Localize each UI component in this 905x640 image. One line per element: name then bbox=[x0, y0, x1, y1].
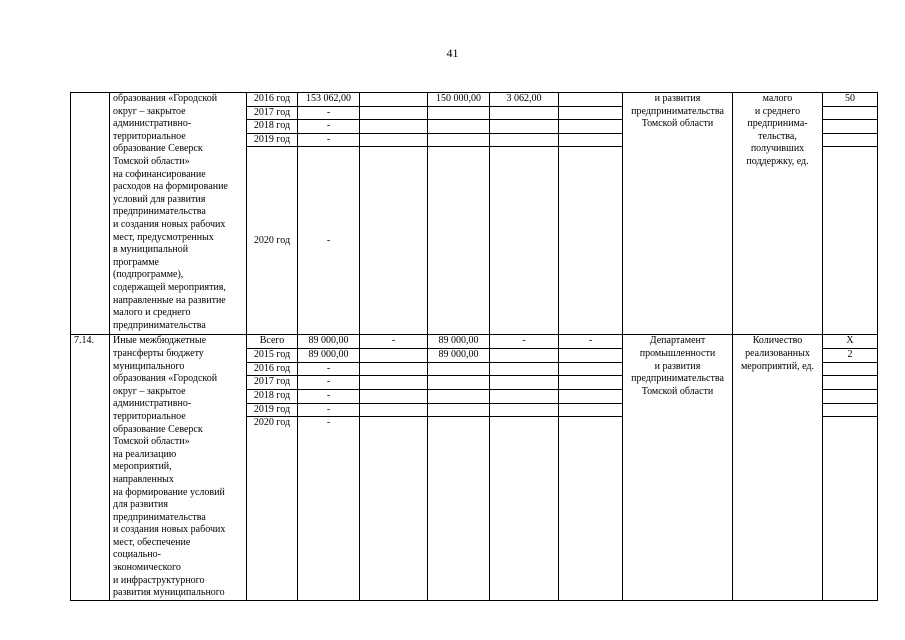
total-cell: - bbox=[298, 403, 360, 417]
local-cell bbox=[490, 349, 559, 363]
local-cell: 3 062,00 bbox=[490, 93, 559, 107]
total-cell: - bbox=[298, 147, 360, 335]
regional-cell bbox=[428, 417, 490, 601]
year-cell: 2015 год bbox=[247, 349, 298, 363]
target-value-cell: 50 bbox=[823, 93, 878, 107]
target-value-cell bbox=[823, 403, 878, 417]
responsible-executor: Департамент промышленности и развития предпринимательства Томской области bbox=[623, 335, 733, 600]
year-cell: 2016 год bbox=[247, 93, 298, 107]
regional-cell: 89 000,00 bbox=[428, 335, 490, 349]
total-cell: 89 000,00 bbox=[298, 335, 360, 349]
table-row bbox=[71, 335, 878, 349]
federal-cell bbox=[360, 417, 428, 601]
local-cell bbox=[490, 362, 559, 376]
other-cell bbox=[559, 133, 623, 147]
regional-cell: 89 000,00 bbox=[428, 349, 490, 363]
indicator-name: Количество реализованных мероприятий, ед. bbox=[733, 335, 823, 600]
regional-cell bbox=[428, 106, 490, 120]
other-cell bbox=[559, 106, 623, 120]
federal-cell bbox=[360, 389, 428, 403]
year-cell: Всего bbox=[247, 335, 298, 349]
local-cell bbox=[490, 403, 559, 417]
federal-cell bbox=[360, 349, 428, 363]
target-value-cell bbox=[823, 147, 878, 335]
federal-cell bbox=[360, 362, 428, 376]
total-cell: - bbox=[298, 133, 360, 147]
target-value-cell bbox=[823, 389, 878, 403]
regional-cell: 150 000,00 bbox=[428, 93, 490, 107]
regional-cell bbox=[428, 133, 490, 147]
responsible-executor: и развития предпринимательства Томской области bbox=[623, 93, 733, 335]
year-cell: 2019 год bbox=[247, 403, 298, 417]
year-cell: 2020 год bbox=[247, 417, 298, 601]
federal-cell bbox=[360, 106, 428, 120]
other-cell bbox=[559, 362, 623, 376]
other-cell: - bbox=[559, 335, 623, 349]
other-cell bbox=[559, 389, 623, 403]
program-table bbox=[70, 92, 878, 601]
federal-cell bbox=[360, 403, 428, 417]
other-cell bbox=[559, 147, 623, 335]
year-cell: 2019 год bbox=[247, 133, 298, 147]
federal-cell bbox=[360, 120, 428, 134]
total-cell: - bbox=[298, 376, 360, 390]
local-cell bbox=[490, 133, 559, 147]
other-cell bbox=[559, 417, 623, 601]
year-cell: 2017 год bbox=[247, 376, 298, 390]
target-value-cell bbox=[823, 362, 878, 376]
regional-cell bbox=[428, 362, 490, 376]
target-value-cell bbox=[823, 376, 878, 390]
local-cell bbox=[490, 120, 559, 134]
target-value-cell: X bbox=[823, 335, 878, 349]
item-number: 7.14. bbox=[71, 335, 110, 600]
item-description: образования «Городской округ – закрытое административно- территориальное образование Северск Томской области» на софинансирование расходов на формирование условий для развития предпринимательства и создания новых рабочих мест, предусмотренных в муниципальной программе (подпрограмме), содержащей мероприятия, направленные на развитие малого и среднего предпринимательства bbox=[110, 93, 247, 335]
total-cell: 89 000,00 bbox=[298, 349, 360, 363]
local-cell: - bbox=[490, 335, 559, 349]
regional-cell bbox=[428, 376, 490, 390]
target-value-cell bbox=[823, 133, 878, 147]
item-number-cell bbox=[71, 93, 110, 335]
total-cell: - bbox=[298, 417, 360, 601]
regional-cell bbox=[428, 389, 490, 403]
other-cell bbox=[559, 403, 623, 417]
target-value-cell bbox=[823, 417, 878, 601]
other-cell bbox=[559, 93, 623, 107]
local-cell bbox=[490, 147, 559, 335]
year-cell: 2018 год bbox=[247, 389, 298, 403]
local-cell bbox=[490, 417, 559, 601]
federal-cell bbox=[360, 147, 428, 335]
total-cell: 153 062,00 bbox=[298, 93, 360, 107]
year-cell: 2020 год bbox=[247, 147, 298, 335]
year-cell: 2018 год bbox=[247, 120, 298, 134]
local-cell bbox=[490, 106, 559, 120]
target-value-cell bbox=[823, 106, 878, 120]
federal-cell: - bbox=[360, 335, 428, 349]
total-cell: - bbox=[298, 106, 360, 120]
local-cell bbox=[490, 389, 559, 403]
regional-cell bbox=[428, 120, 490, 134]
target-value-cell: 2 bbox=[823, 349, 878, 363]
item-description: Иные межбюджетные трансферты бюджету муниципального образования «Городской округ – закрытое административно- территориальное образование Северск Томской области» на реализацию мероприятий, направленных на формирование условий для развития предпринимательства и создания новых рабочих мест, обеспечение социально- экономического и инфраструктурного развития муниципального bbox=[110, 335, 247, 600]
indicator-name: малого и среднего предпринима- тельства, получивших поддержку, ед. bbox=[733, 93, 823, 335]
total-cell: - bbox=[298, 362, 360, 376]
page-number: 41 bbox=[446, 46, 459, 60]
federal-cell bbox=[360, 376, 428, 390]
local-cell bbox=[490, 376, 559, 390]
federal-cell bbox=[360, 133, 428, 147]
federal-cell bbox=[360, 93, 428, 107]
year-cell: 2016 год bbox=[247, 362, 298, 376]
table-row bbox=[71, 93, 878, 107]
year-cell: 2017 год bbox=[247, 106, 298, 120]
other-cell bbox=[559, 120, 623, 134]
total-cell: - bbox=[298, 120, 360, 134]
target-value-cell bbox=[823, 120, 878, 134]
other-cell bbox=[559, 376, 623, 390]
other-cell bbox=[559, 349, 623, 363]
regional-cell bbox=[428, 147, 490, 335]
regional-cell bbox=[428, 403, 490, 417]
total-cell: - bbox=[298, 389, 360, 403]
